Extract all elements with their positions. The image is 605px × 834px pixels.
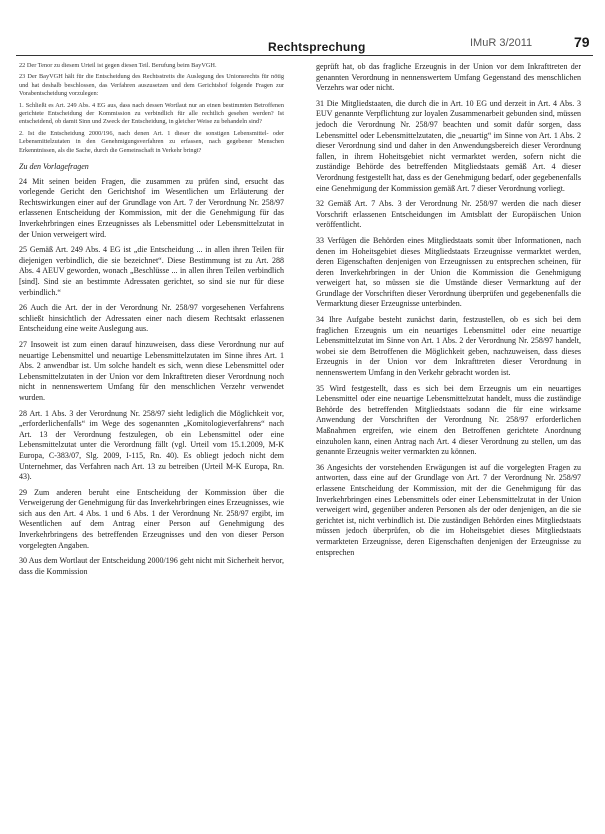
paragraph: 35 Wird festgestellt, dass es sich bei dem Erzeugnis um ein neuartiges Lebensmittel oder eine neuartige Lebensmittelzutat handelt, muss die zuständige Behörde des betreffenden Mitgliedstaats sodann die für eine wirksame Anwendung der Vorschriften der Verordnung Nr. 258/97 erforderlichen Maßnahmen ergreifen, wie einem den Betroffenen gerichtete Anordnung einzuholen kann, einen Antrag nach Art. 4 dieser Verordnung zu stellen, um das genannte Erzeugnis weiter vermarkten zu können. [316,383,581,457]
section-title: Rechtsprechung [268,40,366,54]
header-rule [16,55,593,56]
paragraph: 28 Art. 1 Abs. 3 der Verordnung Nr. 258/97 sieht lediglich die Möglichkeit vor, „erforderlichenfalls“ im Wege des sogenannten „Komitologieverfahrens“ nach Art. 13 der Verordnung festzulegen, ob ein Lebensmittel oder eine Lebensmittelzutat unter die Verordnung fällt (vgl. Urteil vom 15.1.2009, M-K Europa, C-383/07, Slg. 2009, I-115, Rn. 40). Es obliegt jedoch nicht dem Unternehmer, das Verfahren nach Art. 13 zu betreiben (Urteil M-K Europa, Rn. 43). [19,408,284,482]
paragraph: geprüft hat, ob das fragliche Erzeugnis in der Union vor dem Inkrafttreten der genannten Verordnung in nennenswertem Umfang Gegenstand des menschlichen Verzehrs war oder nicht. [316,62,581,93]
footnote: 2. Ist die Entscheidung 2000/196, nach denen Art. 1 dieser die sonstigen Lebensmittel- oder Lebensmittelzutaten in den Genehmigungsverfahren zu erfassen, nach gegebener Menschen Erkenntnissen, als die Sache, durch die Gemeinschaft in Verkehr bringt? [19,129,284,154]
footnote: 23 Der BayVGH hält für die Entscheidung des Rechtsstreits die Auslegung des Unionsrechts für nötig und hat deshalb beschlossen, das Verfahren auszusetzen und dem Gerichtshof folgende Fragen zur Vorabentscheidung vorzulegen: [19,73,284,98]
paragraph: 30 Aus dem Wortlaut der Entscheidung 2000/196 geht nicht mit Sicherheit hervor, dass die Kommission [19,556,284,576]
footnote: 1. Schließt es Art. 249 Abs. 4 EG aus, dass nach dessen Wortlaut nur an einen bestimmten Betroffenen gerichtete Entscheidung der Kommission zu verbindlich für alle rechtlich gesehen werden? Ist entscheidend, ob damit Sinn und Zweck der Entscheidung, in gleicher Weise zu behandeln sind? [19,101,284,126]
journal-reference: IMuR 3/2011 [470,37,533,49]
paragraph: 33 Verfügen die Behörden eines Mitgliedstaats somit über Informationen, nach denen im Hoheitsgebiet dieses Mitgliedstaats Erzeugnisse vermarktet werden, deren Eigenschaften denjenigen von Erzeugnissen zu entsprechen scheinen, für deren Inverkehrbringen in der Union die Kommission die Genehmigung verweigert hat, so müssen sie die Umstände dieser Vermarktung auf der Grundlage der Vorschriften dieser Verordnung überprüfen und gegebenenfalls die Vermarktung dieser Erzeugnisse unterbinden. [316,235,581,309]
paragraph: 25 Gemäß Art. 249 Abs. 4 EG ist „die Entscheidung ... in allen ihren Teilen für diejenigen verbindlich, die sie bezeichnet“. Diese Bestimmung ist zu Art. 288 Abs. 4 AEUV geworden, wonach „Beschlüsse ... in allen ihren Teilen verbindlich [sind]. Sind sie an bestimmte Adressaten gerichtet, so sind sie nur für diese verbindlich.“ [19,245,284,297]
paragraph: 29 Zum anderen beruht eine Entscheidung der Kommission über die Verweigerung der Genehmigung für das Inverkehrbringen eines Erzeugnisses, wie sich aus den Art. 4 Abs. 1 und 6 Abs. 1 der Verordnung Nr. 258/97 ergibt, im Wesentlichen auf dem Antrag einer Person auf Genehmigung des Inverkehrbringens des betreffenden Erzeugnisses und den von dieser Person vorgelegten Angaben. [19,487,284,550]
section-heading: Zu den Vorlagefragen [19,162,89,172]
paragraph: 26 Auch die Art. der in der Verordnung Nr. 258/97 vorgesehenen Verfahrens schließt hinsichtlich der Adressaten einer nach diesem Rechtsakt erlassenen Entscheidung eine weite Auslegung aus. [19,303,284,334]
page-number: 79 [574,34,590,50]
paragraph: 31 Die Mitgliedstaaten, die durch die in Art. 10 EG und derzeit in Art. 4 Abs. 3 EUV genannte Verpflichtung zur loyalen Zusammenarbeit gebunden sind, müssen jedoch die Verordnung Nr. 258/97 beachten und somit dafür sorgen, dass Lebensmittel oder Lebensmittelzutaten, die „neuartig“ im Sinne von Art. 1 Abs. 2 dieser Verordnung sind und daher in den Anwendungsbereich dieser Verordnung fallen, in ihrem Hoheitsgebiet nicht vermarktet werden, sofern nicht die zuständige Behörde des betreffenden Mitgliedstaats gemäß Art. 4 dieser Verordnung festgestellt hat, dass es der Genehmigung bedarf, oder gegebenenfalls eine Genehmigung der Kommission gemäß Art. 7 dieser Verordnung vorliegt. [316,98,581,193]
footnote: 22 Der Tenor zu diesem Urteil ist gegen diesen Teil. Berufung beim BayVGH. [19,62,217,69]
paragraph: 32 Gemäß Art. 7 Abs. 3 der Verordnung Nr. 258/97 werden die nach dieser Vorschrift erlassenen Entscheidungen im Amtsblatt der Europäischen Union veröffentlicht. [316,199,581,230]
paragraph: 36 Angesichts der vorstehenden Erwägungen ist auf die vorgelegten Fragen zu antworten, dass eine auf der Grundlage von Art. 7 der Verordnung Nr. 258/97 erlassene Entscheidung der Kommission, mit der die Genehmigung für das Inverkehrbringen eines Lebensmittels oder einer Lebensmittelzutat in der Union verweigert wird, gegenüber anderen Personen als der oder denjenigen, an die sie gerichtet ist, nicht verbindlich ist. Die zuständigen Behörden eines Mitgliedstaats müssen jedoch überprüfen, ob die im Hoheitsgebiet dieses Mitgliedstaats vermarkteten Erzeugnisse, deren Eigenschaften denjenigen der Erzeugnisse zu entsprechen [316,462,581,557]
right-column [316,62,581,563]
left-column [19,62,284,582]
paragraph: 27 Insoweit ist zum einen darauf hinzuweisen, dass diese Verordnung nur auf neuartige Lebensmittel und neuartige Lebensmittelzutaten im Sinne ihres Art. 1 Abs. 2 anwendbar ist. Um solche handelt es sich, wenn diese Lebensmittel oder Lebensmittelzutaten in der Union vor dem Inkrafttreten dieser Verordnung noch nicht in nennenswertem Umfang für den menschlichen Verzehr verwendet wurden. [19,339,284,402]
paragraph: 34 Ihre Aufgabe besteht zunächst darin, festzustellen, ob es sich bei dem fraglichen Erzeugnis um ein neuartiges Lebensmittel oder eine neuartige Lebensmittelzutat im Sinne von Art. 1 Abs. 2 der Verordnung Nr. 258/97 handelt, wobei sie dem Betroffenen die Möglichkeit geben, nachzuweisen, dass dieses Erzeugnis in der Union vor dem Inkrafttreten dieser Verordnung in nennenswertem Umfang in den Verkehr gebracht worden ist. [316,315,581,378]
paragraph: 24 Mit seinen beiden Fragen, die zusammen zu prüfen sind, ersucht das vorlegende Gericht den Gerichtshof im Wesentlichen um Erläuterung der Rechtswirkungen einer auf der Grundlage von Art. 7 der Verordnung Nr. 258/97 erlassenen Entscheidung der Kommission, mit der die Genehmigung für das Inverkehrbringen eines Erzeugnisses als Lebensmittel oder Lebensmittelzutat in der Union verweigert wird. [19,176,284,239]
page-header [0,0,605,60]
